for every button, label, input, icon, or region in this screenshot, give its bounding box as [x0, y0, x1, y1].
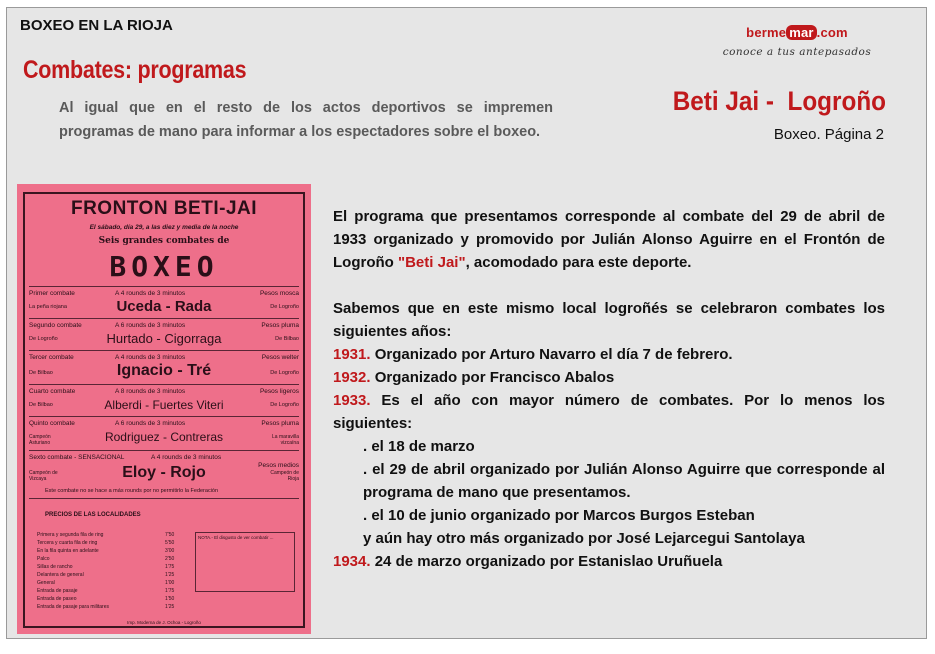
price-value: 3'00	[165, 548, 175, 554]
price-value: 1'75	[165, 588, 175, 594]
price-value: 5'50	[165, 540, 175, 546]
year-1933: 1933. Es el año con mayor número de combates. Por lo menos los siguientes:	[333, 392, 885, 432]
page-subtitle: Boxeo. Página 2	[773, 126, 884, 143]
price-value: 7'50	[165, 532, 175, 538]
body-text	[333, 205, 885, 573]
poster-footnote: Este combate no se hace a más rounds por no permitirlo la Federación	[45, 488, 219, 494]
price-value: 1'25	[165, 604, 175, 610]
intro-text: Al igual que en el resto de los actos deportivos se impremen programas de mano para informar a los espectadores sobre el boxeo.	[59, 100, 553, 140]
poster-printer: Imp. Moderna de J. Ochoa - Logroño	[127, 620, 201, 625]
price-label: Entrada de paseo	[37, 596, 77, 602]
poster-sport: BOXEO	[109, 250, 219, 283]
paragraph-program: El programa que presentamos corresponde al combate del 29 de abril de 1933 organizado y promovido por Julián Alonso Aguirre en el Frontón de Logroño "Beti Jai", acomodado para este deporte.	[333, 208, 885, 271]
place-title: Beti Jai - Logroño	[672, 86, 886, 116]
price-label: Primera y segunda fila de ring	[37, 532, 104, 538]
section-title: BOXEO EN LA RIOJA	[20, 17, 173, 34]
price-value: 1'75	[165, 564, 175, 570]
list-item: . el 29 de abril organizado por Julián Alonso Aguirre que corresponde al programa de mano que presentamos.	[363, 461, 885, 501]
boxing-program-poster	[17, 184, 311, 634]
price-value: 1'50	[165, 596, 175, 602]
content-panel	[6, 7, 927, 639]
list-item: y aún hay otro más organizado por José Lejarcegui Santolaya	[363, 530, 805, 547]
year-1934: 1934. 24 de marzo organizado por Estanislao Uruñuela	[333, 553, 723, 570]
logo-name: berme mar .com	[746, 25, 848, 40]
paragraph-years: Sabemos que en este mismo local logroñés se celebraron combates los siguientes años:	[333, 300, 885, 340]
price-label: En la fila quinta en adelante	[37, 548, 99, 554]
poster-subtitle: Seis grandes combates de	[98, 236, 230, 246]
price-label: Delantera de general	[37, 572, 84, 578]
poster-title: FRONTON BETI-JAI	[70, 198, 258, 219]
poster-date: El sábado, día 29, a las diez y media de la noche	[89, 224, 239, 231]
poster-note: NOTA.- El disgusto de ver combatir ...	[195, 532, 295, 592]
price-value: 1'00	[165, 580, 175, 586]
page-title: Combates: programas	[23, 56, 247, 84]
price-value: 1'25	[165, 572, 175, 578]
year-1932: 1932. Organizado por Francisco Abalos	[333, 369, 615, 386]
logo-tagline: conoce a tus antepasados	[722, 46, 872, 58]
price-value: 2'50	[165, 556, 175, 562]
price-label: Sillas de rancho	[37, 564, 73, 570]
list-item: . el 10 de junio organizado por Marcos Burgos Esteban	[363, 507, 755, 524]
price-label: Entrada de pasaje para militares	[37, 604, 109, 610]
price-label: Tercera y cuarta fila de ring	[37, 540, 98, 546]
price-label: Entrada de pasaje	[37, 588, 78, 594]
list-item: . el 18 de marzo	[363, 438, 475, 455]
year-1931: 1931. Organizado por Arturo Navarro el día 7 de febrero.	[333, 346, 733, 363]
price-label: General	[37, 580, 55, 586]
price-label: Palco	[37, 556, 50, 562]
poster-border: FRONTON BETI-JAI El sábado, día 29, a las diez y media de la noche Seis grandes combates de BOXEO Primer combate A 4 rounds de 3 minutos Pesos mosca La peña riojana De Logroño Uceda - Rada Segundo combate A 6 rounds de 3 minutos Pesos pluma De Logroño De Bilbao Hurtado - Cigorraga Tercer combate A 4 rounds de 3 minutos Pesos welter De Bilbao De Logroño Ignacio - Tré Cuarto combate A 8 rounds de 3 minutos Pesos ligeros De Bilbao De Logroño Alberdi - Fuertes Viteri Quinto combate A 6 rounds de 3 minutos Pesos pluma Campeón Asturiano La maravilla vizcaína Rodriguez - Contreras Sexto combate - SENSACIONAL A 4 rounds de 3 minutos Pesos medios Campeón de Vizcaya Campeón de Rioja Eloy - Rojo Este combate no se hace a más rounds por no permitirlo la Federación PRECIOS DE LAS LOCALIDADES Primera y segunda fila de ring 7'50 Tercera y cuarta fila de ring 5'50 En la fila quinta en adelante 3'00 Palco 2'50 Sillas de rancho 1'75 Delantera de general 1'25 General 1'00 Entrada de pasaje 1'75 Entrada de paseo 1'50 Entrada de pasaje para militares 1'25 NOTA.- El disgusto de ver combatir ... Imp. Moderna de J. Ochoa - Logroño	[23, 192, 305, 628]
poster-prices-title: PRECIOS DE LAS LOCALIDADES	[45, 512, 141, 518]
site-logo[interactable]	[707, 24, 887, 58]
